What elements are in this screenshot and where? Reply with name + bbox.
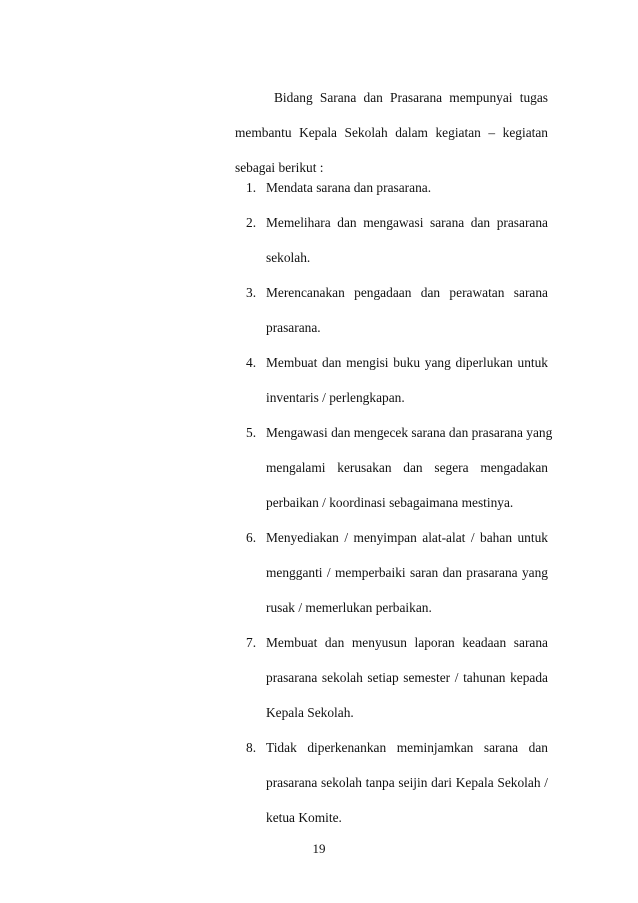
item-line: mengalami kerusakan dan segera mengadakan [266, 460, 548, 475]
item-line: Kepala Sekolah. [266, 705, 354, 720]
intro-line: Bidang Sarana dan Prasarana mempunyai tugas [274, 90, 548, 105]
intro-line: sebagai berikut : [235, 160, 324, 175]
page-number: 19 [312, 841, 326, 856]
list-item [235, 520, 548, 625]
item-number: 5. [246, 425, 257, 440]
item-line: Tidak diperkenankan meminjamkan sarana dan [266, 740, 548, 755]
item-line: prasarana. [266, 320, 321, 335]
duty-list [235, 170, 553, 835]
item-line: Merencanakan pengadaan dan perawatan sarana [266, 285, 548, 300]
list-item [235, 205, 548, 275]
item-line: mengganti / memperbaiki saran dan prasarana yang [266, 565, 548, 580]
list-item [235, 625, 548, 730]
item-number: 7. [246, 635, 257, 650]
list-item [235, 275, 548, 345]
item-number: 6. [246, 530, 257, 545]
list-item [235, 170, 548, 205]
item-line: prasarana sekolah tanpa seijin dari Kepala Sekolah / [266, 775, 548, 790]
item-line: Membuat dan menyusun laporan keadaan sarana [266, 635, 548, 650]
list-item [235, 415, 553, 520]
item-line: inventaris / perlengkapan. [266, 390, 405, 405]
item-line: ketua Komite. [266, 810, 342, 825]
item-number: 8. [246, 740, 257, 755]
list-item [235, 345, 548, 415]
item-line: Menyediakan / menyimpan alat-alat / bahan untuk [266, 530, 548, 545]
item-line: Mengawasi dan mengecek sarana dan prasarana yang [266, 425, 553, 440]
item-number: 1. [246, 180, 257, 195]
item-line: Memelihara dan mengawasi sarana dan prasarana [266, 215, 548, 230]
item-line: perbaikan / koordinasi sebagaimana mestinya. [266, 495, 514, 510]
item-number: 3. [246, 285, 257, 300]
item-number: 2. [246, 215, 257, 230]
item-line: Membuat dan mengisi buku yang diperlukan untuk [266, 355, 548, 370]
list-item [235, 730, 548, 835]
item-line: Mendata sarana dan prasarana. [266, 180, 432, 195]
item-line: sekolah. [266, 250, 311, 265]
item-line: rusak / memerlukan perbaikan. [266, 600, 432, 615]
item-line: prasarana sekolah setiap semester / tahunan kepada [266, 670, 548, 685]
intro-line: membantu Kepala Sekolah dalam kegiatan – kegiatan [235, 125, 548, 140]
item-number: 4. [246, 355, 257, 370]
